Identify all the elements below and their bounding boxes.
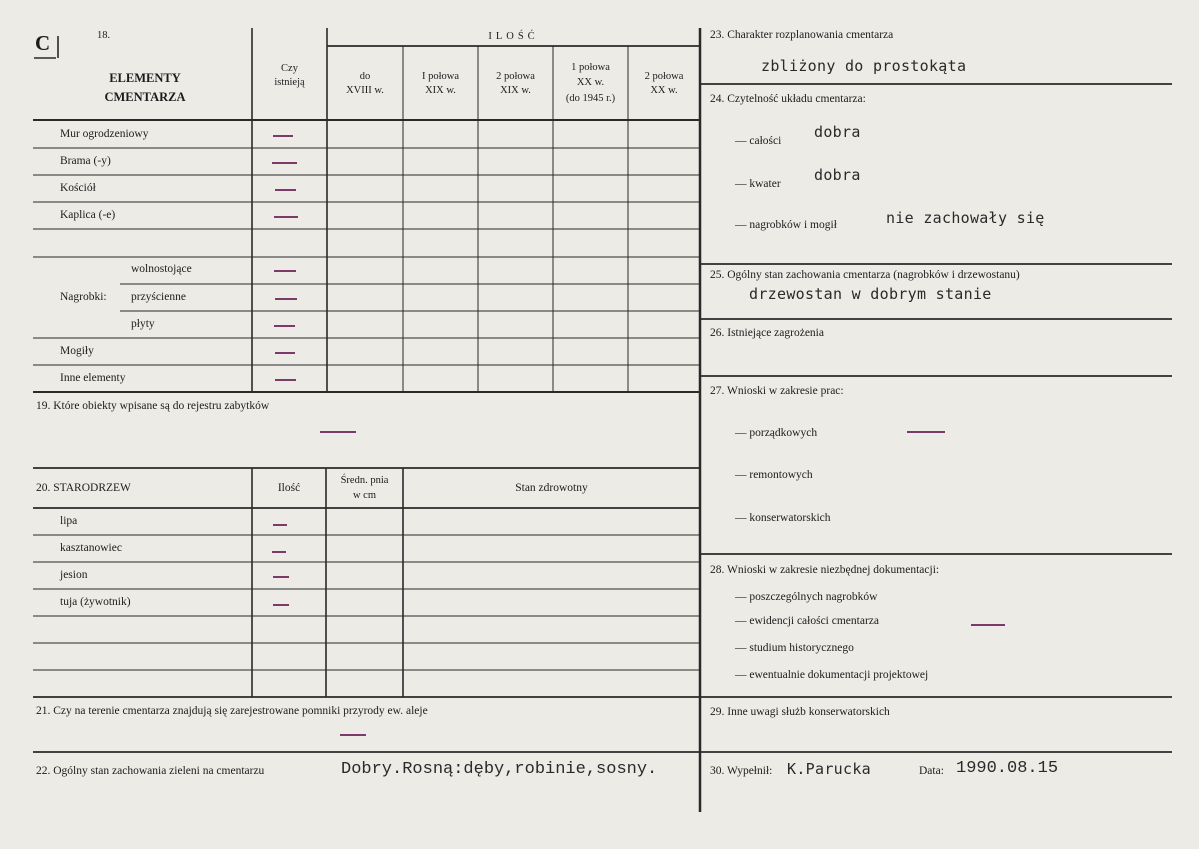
dok-projektowej: — ewentualnie dokumentacji projektowej	[735, 669, 929, 681]
tree-tuja: tuja (żywotnik)	[60, 596, 131, 608]
col-2-polowa-xx-line1: 2 połowa	[644, 71, 684, 82]
czy-istnieja-line2: istnieją	[274, 77, 305, 88]
czy-inne-dash	[275, 379, 296, 381]
section-23-label: 23. Charakter rozplanowania cmentarza	[710, 29, 894, 41]
czy-istnieja-line1: Czy	[281, 63, 298, 74]
col-i-polowa-xix-line1: I połowa	[421, 71, 460, 82]
elements-title-line1: ELEMENTY	[109, 71, 181, 85]
ewidencji-dash	[971, 624, 1005, 626]
col-do-xviii-line2: XVIII w.	[346, 85, 384, 96]
czy-brama-dash	[272, 162, 297, 164]
ilosc-lipa-dash	[273, 524, 287, 526]
col-2-polowa-xx-line2: XX w.	[650, 85, 678, 96]
row-brama: Brama (-y)	[60, 155, 111, 167]
row-przyscienne: przyścienne	[131, 291, 186, 303]
section-19-dash	[320, 431, 356, 433]
data-label: Data:	[919, 765, 944, 777]
czytelnosc-kwater-value: dobra	[814, 166, 861, 184]
form-letter: C	[35, 31, 51, 55]
section-21-label: 21. Czy na terenie cmentarza znajdują się zarejestrowane pomniki przyrody ew. aleje	[36, 705, 428, 717]
row-kosciol: Kościół	[60, 182, 96, 194]
section-25-value: drzewostan w dobrym stanie	[749, 285, 992, 303]
section-29-label: 29. Inne uwagi służb konserwatorskich	[710, 706, 890, 718]
wnioski-remontowych: — remontowych	[735, 469, 813, 481]
wypelnil-name: K.Parucka	[787, 760, 871, 778]
col-2-polowa-xix-line1: 2 połowa	[496, 71, 535, 82]
porzadkowych-dash	[907, 431, 945, 433]
czytelnosc-nagrobkow-label: — nagrobków i mogił	[735, 219, 837, 231]
tree-jesion: jesion	[60, 569, 88, 581]
section-23-value: zbliżony do prostokąta	[761, 57, 967, 75]
section-24-label: 24. Czytelność układu cmentarza:	[710, 93, 866, 105]
row-mur-ogrodzeniowy: Mur ogrodzeniowy	[60, 128, 149, 140]
section-21-dash	[340, 734, 366, 736]
czy-plyty-dash	[274, 325, 295, 327]
wnioski-konserwatorskich: — konserwatorskich	[735, 512, 831, 524]
sredn-pnia-line2: w cm	[352, 490, 377, 501]
czy-kosciol-dash	[275, 189, 296, 191]
section-25-label: 25. Ogólny stan zachowania cmentarza (nagrobków i drzewostanu)	[710, 269, 1020, 281]
czytelnosc-calosci-label: — całości	[735, 135, 782, 147]
czy-mogily-dash	[275, 352, 295, 354]
starodrzew-ilosc-header: Ilość	[277, 482, 301, 494]
section-28-label: 28. Wnioski w zakresie niezbędnej dokumentacji:	[710, 564, 940, 576]
ilosc-header: ILOŚĆ	[488, 31, 539, 42]
dok-nagrobkow: — poszczególnych nagrobków	[735, 591, 878, 603]
row-inne-elementy: Inne elementy	[60, 372, 126, 384]
czytelnosc-kwater-label: — kwater	[735, 178, 781, 190]
col-1-polowa-xx-line1: 1 połowa	[571, 62, 610, 73]
dok-studium: — studium historycznego	[735, 642, 854, 654]
section-20-title: 20. STARODRZEW	[36, 482, 131, 494]
wnioski-porzadkowych: — porządkowych	[735, 427, 818, 439]
col-1-polowa-xx-line3: (do 1945 r.)	[565, 93, 616, 104]
czytelnosc-calosci-value: dobra	[814, 123, 861, 141]
stan-zdrowotny-header: Stan zdrowotny	[515, 482, 588, 494]
tree-kasztanowiec: kasztanowiec	[60, 542, 122, 554]
dok-ewidencji: — ewidencji całości cmentarza	[735, 615, 879, 627]
sredn-pnia-line1: Średn. pnia	[340, 475, 389, 486]
section-26-label: 26. Istniejące zagrożenia	[710, 327, 824, 339]
tree-lipa: lipa	[60, 515, 78, 527]
nagrobki-label: Nagrobki:	[60, 291, 107, 303]
row-wolnostojace: wolnostojące	[131, 263, 192, 275]
section-19-label: 19. Które obiekty wpisane są do rejestru zabytków	[36, 400, 270, 412]
data-value: 1990.08.15	[956, 759, 1059, 778]
czy-mur-dash	[273, 135, 293, 137]
row-plyty: płyty	[131, 318, 155, 330]
col-2-polowa-xix-line2: XIX w.	[500, 85, 531, 96]
czy-wolnostojace-dash	[274, 270, 296, 272]
row-mogily: Mogiły	[60, 345, 94, 357]
ilosc-kasztanowiec-dash	[272, 551, 286, 553]
ilosc-jesion-dash	[273, 576, 289, 578]
section-27-label: 27. Wnioski w zakresie prac:	[710, 385, 844, 397]
row-kaplica: Kaplica (-e)	[60, 209, 116, 221]
col-i-polowa-xix-line2: XIX w.	[425, 85, 456, 96]
section-18-number: 18.	[97, 30, 111, 41]
col-1-polowa-xx-line2: XX w.	[576, 77, 605, 88]
elements-title-line2: CMENTARZA	[104, 90, 186, 104]
section-22-label: 22. Ogólny stan zachowania zieleni na cmentarzu	[36, 765, 265, 777]
czy-kaplica-dash	[274, 216, 298, 218]
col-do-xviii-line1: do	[359, 71, 371, 82]
section-22-value: Dobry.Rosną:dęby,robinie,sosny.	[341, 760, 658, 779]
section-30-label: 30. Wypełnił:	[710, 765, 773, 777]
czytelnosc-nagrobkow-value: nie zachowały się	[886, 209, 1045, 227]
ilosc-tuja-dash	[273, 604, 289, 606]
czy-przyscienne-dash	[275, 298, 297, 300]
